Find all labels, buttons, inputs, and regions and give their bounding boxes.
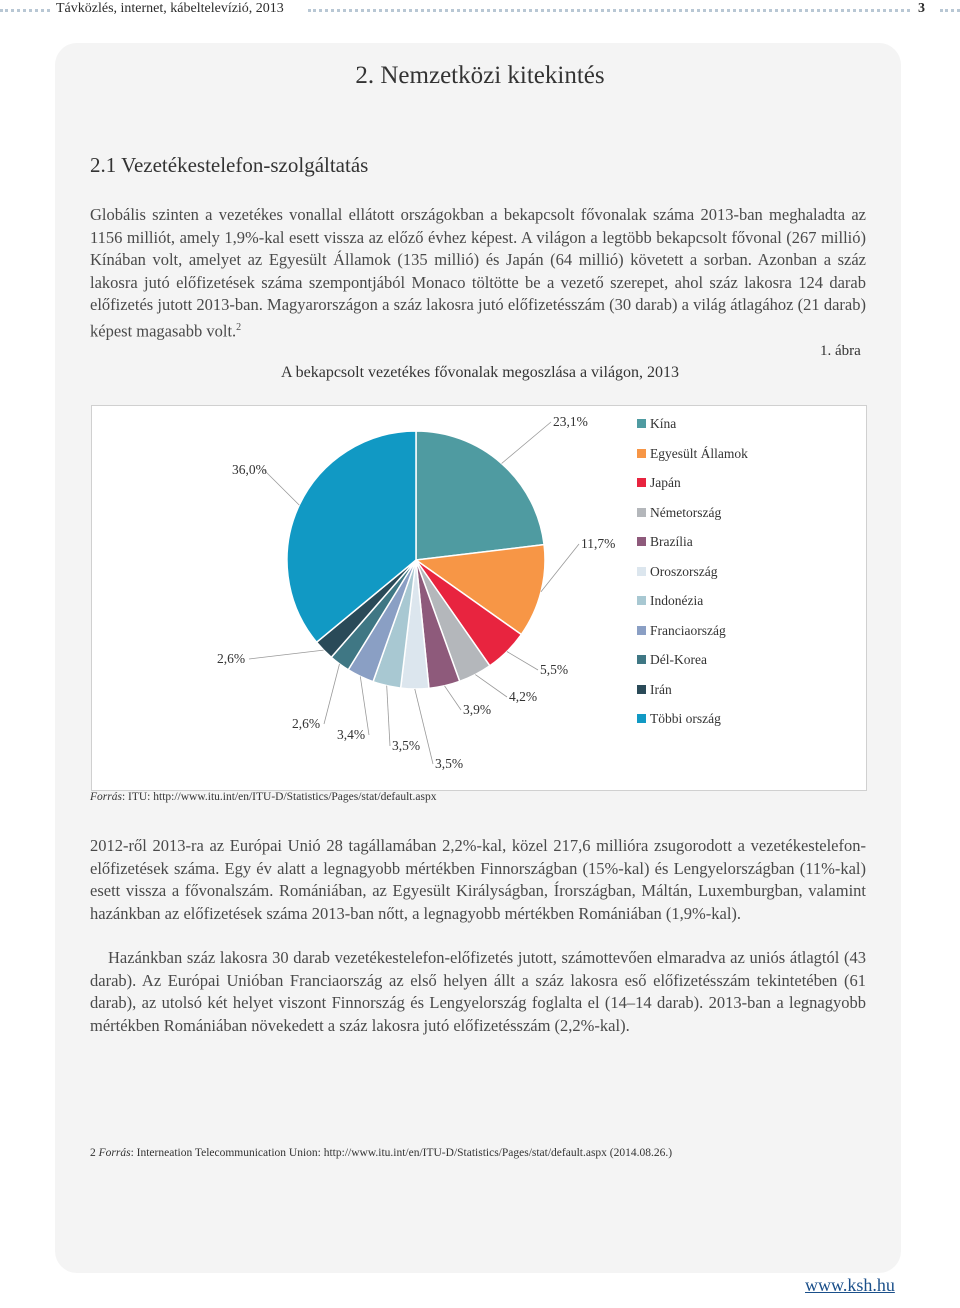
- legend-item-7: [637, 623, 726, 643]
- leader-line-8: [324, 664, 340, 724]
- data-label-10: 36,0%: [232, 462, 267, 477]
- page-number: 3: [918, 1, 925, 16]
- paragraph-hungary: Hazánkban száz lakosra 30 darab vezetékestelefon-előfizetés jutott, számottevően elmaradva az uniós átlagtól (43 darab). Az Európai Unióban Franciaország az első helyen állt a száz lakosra eső előfizetésszám tekintetében (61 darab), az utolsó két helyet viszont Finnország és Lengyelország foglalta el (14–14 darab). 2013-ban a legnagyobb mértékben Romániában növekedett a száz lakosra jutó előfizetésszám (2,2%-kal).: [90, 948, 866, 1035]
- figure-number: 1. ábra: [820, 343, 861, 359]
- legend-label-4: Brazília: [650, 534, 693, 549]
- data-label-9: 2,6%: [217, 651, 246, 666]
- legend-swatch-5: [637, 567, 646, 576]
- legend-item-5: [637, 564, 717, 584]
- legend-label-3: Németország: [650, 504, 722, 520]
- footnote: [90, 1147, 672, 1159]
- leader-line-6: [387, 686, 390, 746]
- legend-swatch-3: [637, 508, 646, 517]
- legend-item-8: [637, 652, 707, 672]
- data-label-3: 4,2%: [509, 689, 538, 704]
- legend-item-1: [637, 446, 748, 466]
- footnote-number: 2: [90, 1147, 96, 1159]
- legend-item-4: [637, 534, 693, 554]
- paragraph-eu: 2012-ről 2013-ra az Európai Unió 28 tagállamában 2,2%-kal, közel 217,6 millióra zsugorodott a vezetékestelefon-előfizetések száma. Egy év alatt a legnagyobb mértékben Finnországban (15%-kal) és Lengyelországban (11%-kal) esett vissza a fővonalszám. Romániában, az Egyesült Királyságban, Írországban, Máltán, Luxemburgban, valamint hazánkban az előfizetések száma 2013-ban nőtt, a legnagyobb mértékben Romániában (1,9%-kal).: [90, 836, 866, 923]
- figure-source: [90, 791, 436, 803]
- data-label-6: 3,5%: [392, 738, 421, 753]
- leader-line-4: [445, 686, 462, 710]
- header-rule-middle: [308, 9, 910, 12]
- legend-label-1: Egyesült Államok: [650, 445, 748, 461]
- figure-title: A bekapcsolt vezetékes fővonalak megoszlása a világon, 2013: [280, 364, 680, 381]
- legend-swatch-2: [637, 478, 646, 487]
- legend-item-9: [637, 682, 672, 702]
- pie-chart-canvas: [92, 406, 866, 790]
- data-label-8: 2,6%: [292, 716, 321, 731]
- legend-label-7: Franciaország: [650, 622, 726, 638]
- legend-swatch-9: [637, 685, 646, 694]
- footnote-text[interactable]: : Interneation Telecommunication Union: http://www.itu.int/en/ITU-D/Statistics/Pages/stat/default.aspx (2014.08.26.): [130, 1147, 673, 1159]
- site-link[interactable]: www.ksh.hu: [805, 1275, 895, 1295]
- section-title: 2.1 Vezetékestelefon-szolgáltatás: [90, 153, 369, 177]
- legend-item-0: [637, 416, 676, 436]
- data-label-0: 23,1%: [553, 414, 588, 429]
- data-label-5: 3,5%: [435, 756, 464, 771]
- legend-swatch-10: [637, 714, 646, 723]
- data-label-2: 5,5%: [540, 662, 569, 677]
- legend-label-10: Többi ország: [650, 711, 721, 726]
- leader-line-9: [249, 650, 324, 659]
- data-label-4: 3,9%: [463, 702, 492, 717]
- paragraph-intro-text: Globális szinten a vezetékes vonallal ellátott országokban a bekapcsolt fővonalak száma 2013-ban meghaladta az 1156 milliót, amely 1,9%-kal esett vissza az előző évhez képest. A világon a legtöbb bekapcsolt fővonal (267 millió) Kínában volt, amelyet az Egyesült Államok (135 millió) és Japán (64 millió) követett a sorban. Azonban a száz lakosra jutó előfizetések száma szempontjából Monaco töltötte be a vezető szerepet, ahol száz lakosra 124 darab előfizetés jutott 2013-ban. Magyarországon a száz lakosra jutó előfizetésszám (30 darab) a világ átlagához (21 darab) képest magasabb volt.: [90, 205, 866, 340]
- legend-swatch-6: [637, 596, 646, 605]
- legend-label-5: Oroszország: [650, 563, 718, 579]
- figure-source-text[interactable]: : ITU: http://www.itu.int/en/ITU-D/Statistics/Pages/stat/default.aspx: [121, 791, 437, 803]
- legend-item-10: [637, 711, 721, 731]
- legend-label-8: Dél-Korea: [650, 652, 707, 667]
- legend-label-6: Indonézia: [650, 593, 704, 608]
- legend-swatch-4: [637, 537, 646, 546]
- legend-label-0: Kína: [650, 416, 677, 431]
- chapter-title: 2. Nemzetközi kitekintés: [355, 62, 605, 89]
- leader-line-3: [475, 675, 507, 697]
- data-label-7: 3,4%: [337, 727, 366, 742]
- header-rule-left: [0, 9, 50, 12]
- pie-chart: [91, 405, 867, 791]
- footnote-label: Forrás: [98, 1147, 131, 1159]
- legend-swatch-1: [637, 449, 646, 458]
- footnote-reference[interactable]: 2: [236, 321, 242, 333]
- pie-slice-0: [416, 431, 544, 560]
- leader-line-1: [541, 544, 579, 592]
- legend-label-9: Irán: [650, 681, 672, 697]
- legend-swatch-8: [637, 655, 646, 664]
- paragraph-intro: [90, 204, 866, 343]
- legend-swatch-7: [637, 626, 646, 635]
- legend-item-2: [637, 475, 681, 495]
- legend-item-3: [637, 505, 721, 525]
- leader-line-10: [264, 470, 299, 505]
- legend-swatch-0: [637, 419, 646, 428]
- legend-item-6: [637, 593, 703, 613]
- leader-line-2: [507, 652, 538, 671]
- leader-line-0: [502, 422, 551, 464]
- figure-source-label: Forrás: [90, 791, 122, 803]
- data-label-1: 11,7%: [581, 536, 616, 551]
- legend-label-2: Japán: [650, 475, 681, 490]
- running-title: Távközlés, internet, kábeltelevízió, 2013: [56, 1, 284, 16]
- header-rule-right: [940, 9, 960, 12]
